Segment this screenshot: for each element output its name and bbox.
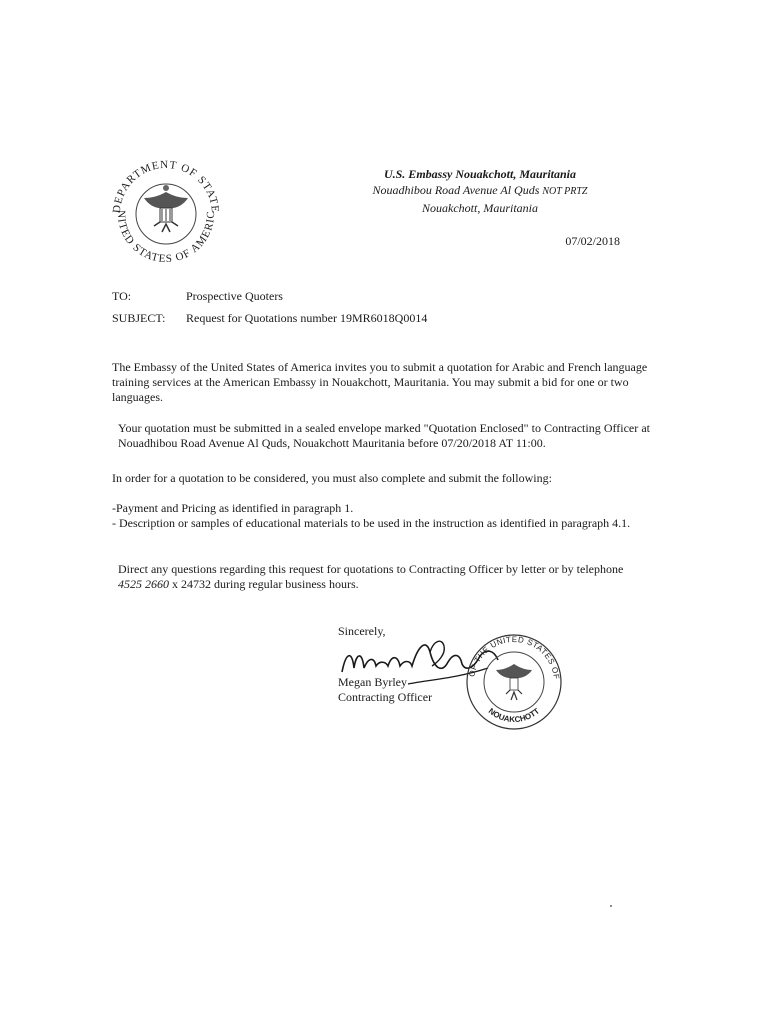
body-paragraph-2: Your quotation must be submitted in a sealed envelope marked "Quotation Enclosed" to Contracting Officer at Nouadhibou Road Avenue Al Quds, Nouakchott Mauritania before 07/20/2018 AT 11:00. — [118, 421, 650, 450]
subject-label: SUBJECT: — [112, 311, 166, 325]
embassy-city: Nouakchott, Mauritania — [422, 201, 538, 215]
svg-text:NOUAKCHOTT: NOUAKCHOTT — [486, 706, 542, 725]
handwritten-note: NOT PRTZ — [542, 186, 588, 197]
embassy-stamp-seal — [462, 630, 566, 734]
svg-text:UNITED STATES OF AMERICA: NITED STATES OF AMERIC — [114, 210, 218, 266]
requirement-item-1: -Payment and Pricing as identified in paragraph 1. — [112, 501, 354, 515]
svg-text:EMBASSY OF THE UNITED STATES O: OF THE UNITED STATES OF — [467, 634, 561, 680]
body-paragraph-3: In order for a quotation to be considered, you must also complete and submit the following: — [112, 471, 552, 485]
body-paragraph-4: Direct any questions regarding this request for quotations to Contracting Officer by letter or by telephone 4525 2660 x 24732 during regular business hours. — [118, 562, 624, 591]
body-paragraph-1: The Embassy of the United States of America invites you to submit a quotation for Arabic and French language training services at the American Embassy in Nouakchott, Mauritania. You may submit a bid for one or two languages. — [112, 360, 648, 404]
signer-name: Megan Byrley — [338, 675, 407, 689]
to-value: Prospective Quoters — [186, 289, 283, 303]
embassy-address: Nouadhibou Road Avenue Al Quds NOT PRTZ — [372, 183, 588, 197]
requirement-item-2: - Description or samples of educational materials to be used in the instruction as identified in paragraph 4.1. — [112, 516, 631, 530]
telephone-number: 4525 2660 — [118, 577, 169, 591]
embassy-letterhead — [300, 166, 660, 216]
signer-title: Contracting Officer — [338, 690, 433, 704]
closing-salutation: Sincerely, — [338, 624, 386, 638]
letter-date: 07/02/2018 — [565, 234, 620, 248]
department-of-state-seal — [104, 152, 228, 276]
scan-speck — [610, 905, 612, 907]
embassy-name: U.S. Embassy Nouakchott, Mauritania — [383, 167, 577, 181]
to-label: TO: — [112, 289, 132, 303]
svg-text:DEPARTMENT OF STATE: DEPARTMENT OF STATE — [110, 158, 222, 214]
subject-value: Request for Quotations number 19MR6018Q0014 — [186, 311, 428, 325]
